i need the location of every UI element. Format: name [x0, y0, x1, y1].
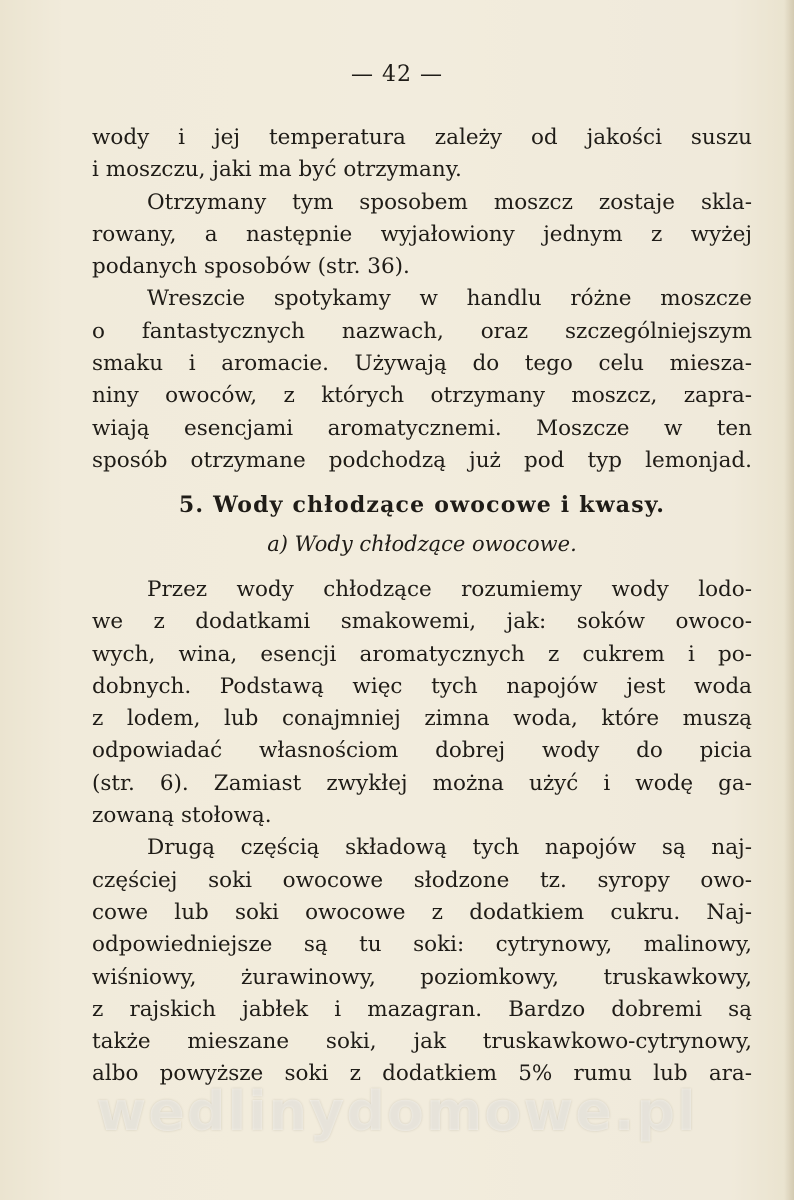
page-number: — 42 —	[351, 62, 443, 87]
text-line: wiają esencjami aromatycznemi. Moszcze w ten	[92, 415, 752, 441]
text-line: (str. 6). Zamiast zwykłej można użyć i wodę ga-	[92, 770, 752, 796]
text-line: o fantastycznych nazwach, oraz szczególniejszym	[92, 318, 752, 344]
text-line: Wreszcie spotykamy w handlu różne moszcze	[147, 286, 752, 312]
text-line: dobnych. Podstawą więc tych napojów jest woda	[92, 673, 752, 699]
text-line: z lodem, lub conajmniej zimna woda, które muszą	[92, 706, 752, 732]
text-line: we z dodatkami smakowemi, jak: soków owoco-	[92, 609, 752, 635]
paragraph-block-upper	[92, 122, 752, 477]
text-line: i moszczu, jaki ma być otrzymany.	[92, 157, 462, 183]
text-line: zowaną stołową.	[92, 803, 272, 829]
text-line: niny owoców, z których otrzymany moszcz, zapra-	[92, 383, 752, 409]
watermark: wedlinydomowe.pl	[96, 1080, 698, 1143]
text-line: Przez wody chłodzące rozumiemy wody lodo-	[147, 577, 752, 602]
text-line: z rajskich jabłek i mazagran. Bardzo dobremi są	[92, 996, 752, 1022]
paragraph-block-lower	[92, 574, 752, 1091]
text-line: Drugą częścią składową tych napojów są naj-	[147, 835, 752, 861]
text-line: rowany, a następnie wyjałowiony jednym z wyżej	[92, 221, 752, 247]
section-subheading: a) Wody chłodzące owocowe.	[267, 532, 577, 556]
text-line: także mieszane soki, jak truskawkowo-cytrynowy,	[92, 1029, 752, 1055]
text-line: odpowiadać własnościom dobrej wody do picia	[92, 738, 752, 764]
section-heading: 5. Wody chłodzące owocowe i kwasy.	[178, 492, 666, 518]
page-edge	[784, 0, 794, 1200]
text-line: sposób otrzymane podchodzą już pod typ lemonjad.	[92, 447, 752, 473]
text-line: cowe lub soki owocowe z dodatkiem cukru. Naj-	[92, 899, 752, 925]
text-line: wiśniowy, żurawinowy, poziomkowy, truskawkowy,	[92, 964, 752, 990]
text-line: albo powyższe soki z dodatkiem 5% rumu lub ara-	[92, 1061, 752, 1087]
text-line: smaku i aromacie. Używają do tego celu miesza-	[92, 351, 752, 377]
text-line: podanych sposobów (str. 36).	[92, 254, 410, 280]
text-line: częściej soki owocowe słodzone tz. syropy owo-	[92, 867, 752, 893]
text-line: wody i jej temperatura zależy od jakości suszu	[92, 125, 752, 150]
text-line: odpowiedniejsze są tu soki: cytrynowy, malinowy,	[92, 932, 752, 958]
text-line: Otrzymany tym sposobem moszcz zostaje skla-	[147, 189, 752, 215]
text-line: wych, wina, esencji aromatycznych z cukrem i po-	[92, 641, 752, 667]
